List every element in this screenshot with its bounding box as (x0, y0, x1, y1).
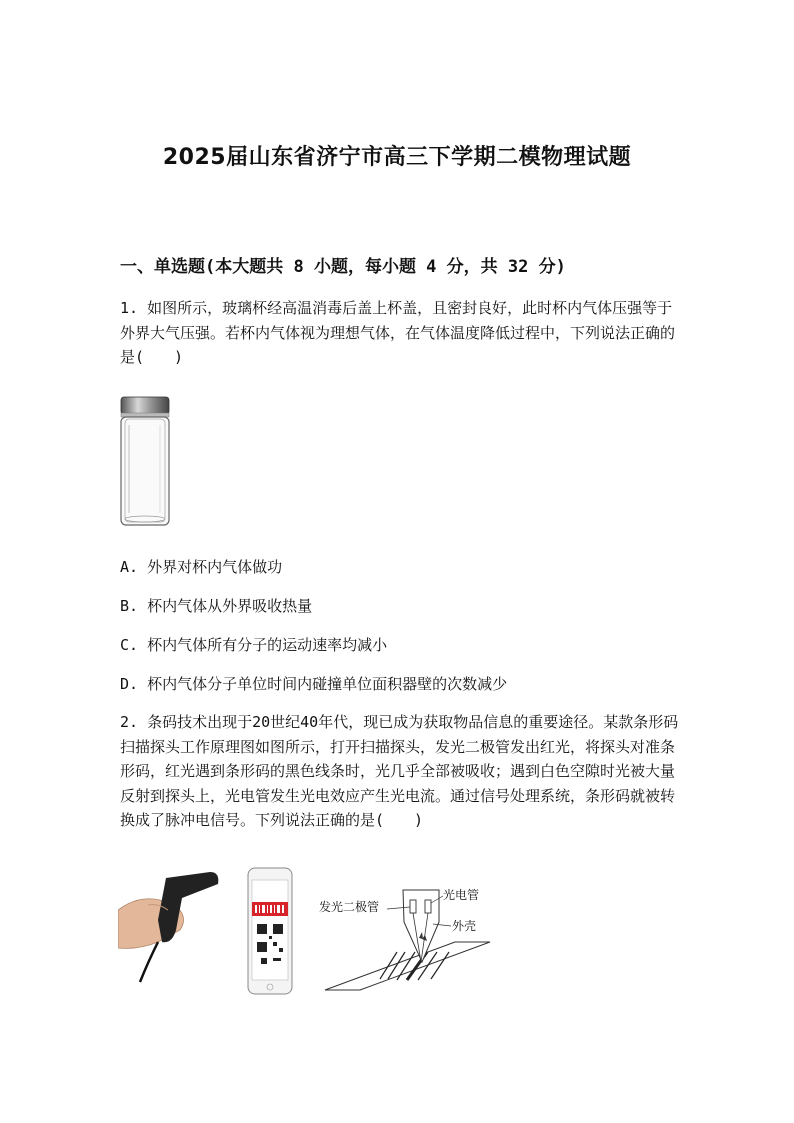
phototube-label: 光电管 (443, 888, 480, 902)
question-1-option-a[interactable]: A. 外界对杯内气体做功 (120, 558, 283, 576)
scanner-principle-diagram (315, 880, 495, 998)
question-1-option-c[interactable]: C. 杯内气体所有分子的运动速率均减小 (120, 636, 388, 654)
glass-cup-figure (115, 395, 175, 530)
question-1-stem: 1. 如图所示，玻璃杯经高温消毒后盖上杯盖，且密封良好，此时杯内气体压强等于外界大气压强。若杯内气体视为理想气体，在气体温度降低过程中，下列说法正确的是( ) (120, 299, 676, 366)
led-label: 发光二极管 (319, 900, 380, 914)
barcode-scanner-image (118, 870, 228, 985)
section-heading: 一、单选题(本大题共 8 小题，每小题 4 分，共 32 分) (120, 257, 566, 277)
question-1-option-b[interactable]: B. 杯内气体从外界吸收热量 (120, 597, 313, 615)
question-2-stem: 2. 条码技术出现于20世纪40年代，现已成为获取物品信息的重要途径。某款条形码扫描探头工作原理图如图所示，打开扫描探头，发光二极管发出红光，将探头对准条形码，红光遇到条形码的黑色线条时，光几乎全部被吸收；遇到白色空隙时光被大量反射到探头上，光电管发生光电效应产生光电流。通过信号处理系统，条形码就被转换成了脉冲电信号。下列说法正确的是( ) (120, 713, 679, 829)
question-1-option-d[interactable]: D. 杯内气体分子单位时间内碰撞单位面积器壁的次数减少 (120, 675, 508, 693)
shell-label: 外壳 (452, 919, 477, 933)
document-title: 2025届山东省济宁市高三下学期二模物理试题 (162, 145, 632, 170)
phone-barcode-image (245, 866, 295, 996)
